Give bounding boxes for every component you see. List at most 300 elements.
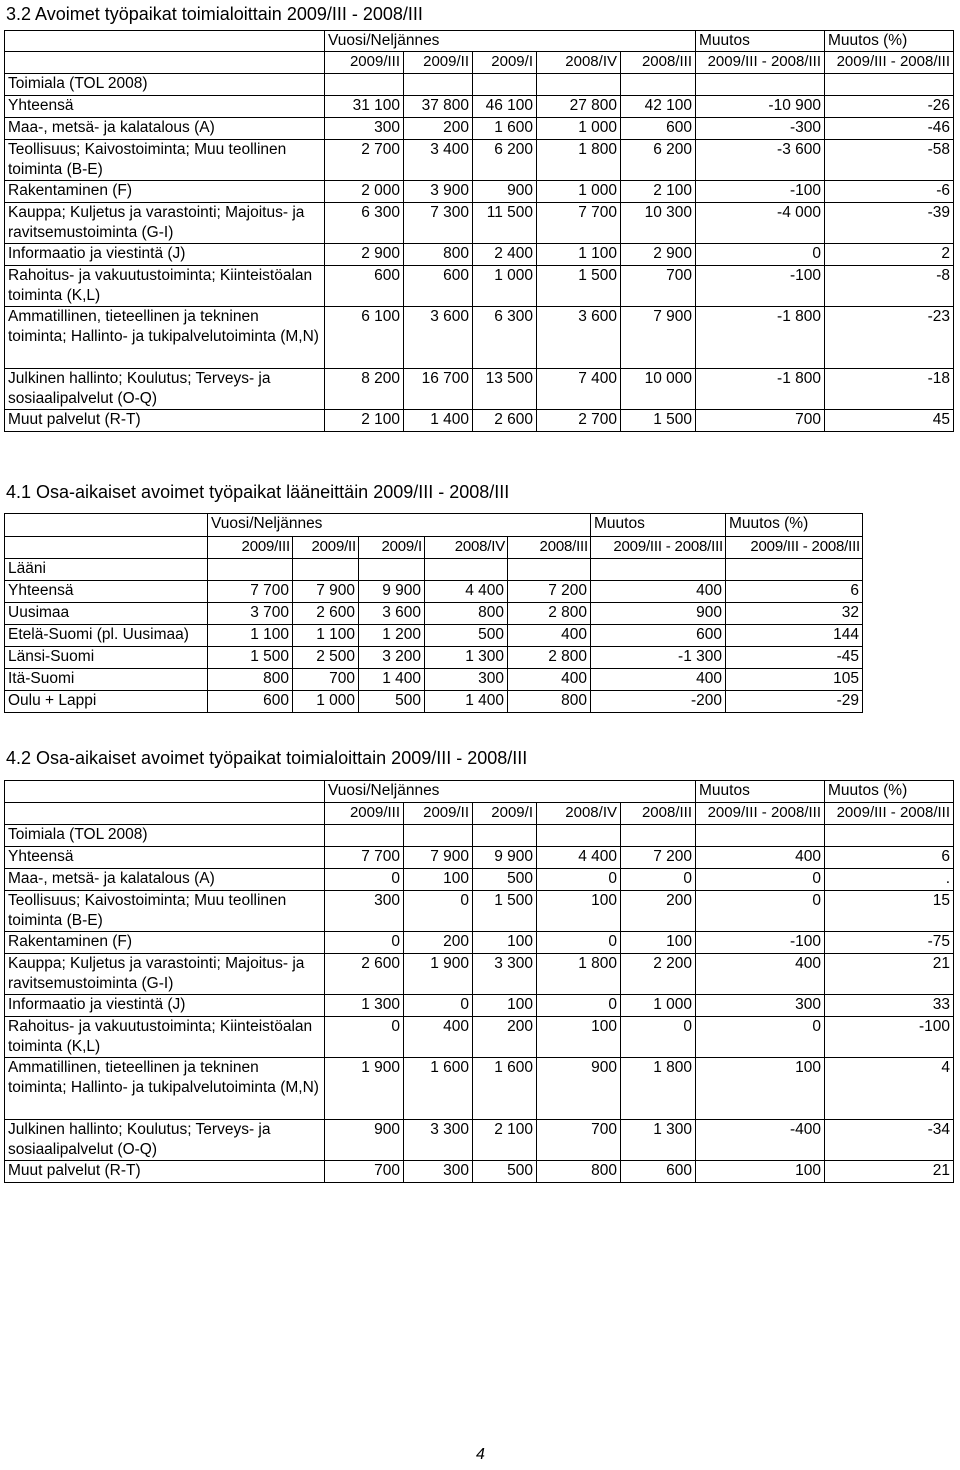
table-cell: 0 <box>537 932 621 954</box>
table-cell: 7 700 <box>208 581 293 603</box>
row-label: Itä-Suomi <box>5 669 208 691</box>
table-cell: 7 700 <box>537 203 621 244</box>
row-label: Julkinen hallinto; Koulutus; Terveys- ja sosiaalipalvelut (O-Q) <box>5 1120 325 1161</box>
category-label: Toimiala (TOL 2008) <box>5 74 325 96</box>
empty-cell <box>726 559 863 581</box>
table-cell: 2 400 <box>473 244 537 266</box>
table-cell: 100 <box>537 891 621 932</box>
table-cell: 3 600 <box>537 307 621 369</box>
column-header: 2008/III <box>508 537 591 559</box>
column-header: 2009/III - 2008/III <box>726 537 863 559</box>
empty-cell <box>591 559 726 581</box>
column-header: 2009/III - 2008/III <box>825 52 954 74</box>
table-cell: 800 <box>508 691 591 713</box>
table-cell: 10 300 <box>621 203 696 244</box>
table-cell: -1 800 <box>696 307 825 369</box>
table-cell: 4 400 <box>425 581 508 603</box>
change-group-header: Muutos <box>591 514 726 537</box>
table-row <box>5 1058 954 1120</box>
table-cell: 600 <box>325 266 404 307</box>
column-header: 2009/III <box>208 537 293 559</box>
table-cell: 1 600 <box>473 118 537 140</box>
table-row <box>5 625 863 647</box>
table-cell: 2 600 <box>473 410 537 432</box>
table-cell: 400 <box>696 954 825 995</box>
table-cell: 3 600 <box>359 603 425 625</box>
table-row <box>5 266 954 307</box>
row-label: Julkinen hallinto; Koulutus; Terveys- ja sosiaalipalvelut (O-Q) <box>5 369 325 410</box>
table-cell: 6 200 <box>621 140 696 181</box>
table-cell: 1 300 <box>425 647 508 669</box>
table-cell: 1 100 <box>537 244 621 266</box>
table-cell: 900 <box>473 181 537 203</box>
table-cell: 1 200 <box>359 625 425 647</box>
table-cell: 0 <box>325 1017 404 1058</box>
table-cell: 400 <box>508 669 591 691</box>
table-cell: 1 600 <box>404 1058 473 1120</box>
column-header: 2009/I <box>359 537 425 559</box>
row-label: Yhteensä <box>5 96 325 118</box>
row-label: Teollisuus; Kaivostoiminta; Muu teollinen toiminta (B-E) <box>5 140 325 181</box>
table-4-2 <box>4 780 954 1183</box>
table-cell: -4 000 <box>696 203 825 244</box>
empty-cell <box>404 825 473 847</box>
table-cell: 33 <box>825 995 954 1017</box>
table-cell: 1 900 <box>325 1058 404 1120</box>
table-cell: 7 900 <box>621 307 696 369</box>
page-number: 4 <box>476 1446 485 1463</box>
table-row <box>5 96 954 118</box>
table-cell: 1 000 <box>537 118 621 140</box>
table-cell: 900 <box>325 1120 404 1161</box>
table-row <box>5 140 954 181</box>
table-row <box>5 410 954 432</box>
empty-cell <box>696 825 825 847</box>
table-cell: 1 000 <box>537 181 621 203</box>
column-header: 2009/II <box>404 803 473 825</box>
empty-cell <box>508 559 591 581</box>
table-cell: 6 300 <box>325 203 404 244</box>
table-row <box>5 932 954 954</box>
corner-cell <box>5 514 208 537</box>
table-cell: -26 <box>825 96 954 118</box>
table-cell: 0 <box>621 869 696 891</box>
table-cell: 16 700 <box>404 369 473 410</box>
table-row <box>5 1017 954 1058</box>
empty-cell <box>425 559 508 581</box>
table-cell: 1 400 <box>425 691 508 713</box>
table-row <box>5 1161 954 1183</box>
table-cell: 3 300 <box>473 954 537 995</box>
table-row <box>5 647 863 669</box>
table-cell: 100 <box>696 1058 825 1120</box>
corner-cell <box>5 52 325 74</box>
table-cell: 800 <box>425 603 508 625</box>
group-header-row <box>5 31 954 52</box>
table-cell: 2 200 <box>621 954 696 995</box>
table-cell: 3 300 <box>404 1120 473 1161</box>
table-cell: 1 100 <box>208 625 293 647</box>
row-label: Rakentaminen (F) <box>5 181 325 203</box>
table-cell: 1 500 <box>621 410 696 432</box>
table-cell: -400 <box>696 1120 825 1161</box>
table-cell: 900 <box>537 1058 621 1120</box>
table-cell: 9 900 <box>359 581 425 603</box>
table-cell: 400 <box>508 625 591 647</box>
table-cell: -100 <box>696 932 825 954</box>
row-label: Länsi-Suomi <box>5 647 208 669</box>
table-cell: -18 <box>825 369 954 410</box>
table-cell: -6 <box>825 181 954 203</box>
row-label: Maa-, metsä- ja kalatalous (A) <box>5 869 325 891</box>
table-row <box>5 581 863 603</box>
table-cell: 1 800 <box>621 1058 696 1120</box>
column-header: 2008/IV <box>425 537 508 559</box>
row-label: Kauppa; Kuljetus ja varastointi; Majoitus- ja ravitsemustoiminta (G-I) <box>5 954 325 995</box>
column-header: 2009/III - 2008/III <box>591 537 726 559</box>
table-cell: 400 <box>591 581 726 603</box>
column-header-row <box>5 803 954 825</box>
group-header-row <box>5 781 954 803</box>
table-cell: 2 700 <box>325 140 404 181</box>
table-cell: 0 <box>621 1017 696 1058</box>
table-cell: 42 100 <box>621 96 696 118</box>
table-cell: 9 900 <box>473 847 537 869</box>
row-label: Rahoitus- ja vakuutustoiminta; Kiinteistöalan toiminta (K,L) <box>5 266 325 307</box>
table-cell: 3 200 <box>359 647 425 669</box>
table-row <box>5 307 954 369</box>
table-row <box>5 847 954 869</box>
table-cell: 3 700 <box>208 603 293 625</box>
category-label-row <box>5 559 863 581</box>
table-cell: 0 <box>696 1017 825 1058</box>
row-label: Ammatillinen, tieteellinen ja tekninen toiminta; Hallinto- ja tukipalvelutoiminta (M,N) <box>5 307 325 369</box>
row-label: Rakentaminen (F) <box>5 932 325 954</box>
column-header-row <box>5 52 954 74</box>
table-cell: -46 <box>825 118 954 140</box>
table-cell: 4 <box>825 1058 954 1120</box>
table-cell: 0 <box>537 995 621 1017</box>
table-cell: -45 <box>726 647 863 669</box>
table-cell: 700 <box>537 1120 621 1161</box>
corner-cell <box>5 537 208 559</box>
table-cell: 600 <box>591 625 726 647</box>
table-cell: 2 500 <box>293 647 359 669</box>
row-label: Yhteensä <box>5 581 208 603</box>
table-cell: -1 800 <box>696 369 825 410</box>
table-cell: 3 600 <box>404 307 473 369</box>
corner-cell <box>5 803 325 825</box>
table-cell: 21 <box>825 954 954 995</box>
table-cell: 500 <box>473 869 537 891</box>
row-label: Muut palvelut (R-T) <box>5 1161 325 1183</box>
table-cell: 2 700 <box>537 410 621 432</box>
table-cell: 500 <box>359 691 425 713</box>
row-label: Ammatillinen, tieteellinen ja tekninen toiminta; Hallinto- ja tukipalvelutoiminta (M,N) <box>5 1058 325 1120</box>
table-cell: 600 <box>208 691 293 713</box>
table-row <box>5 203 954 244</box>
table-cell: 400 <box>696 847 825 869</box>
table-cell: 1 500 <box>473 891 537 932</box>
change-group-header: Muutos <box>696 31 825 52</box>
table-cell: 3 900 <box>404 181 473 203</box>
table-cell: 100 <box>621 932 696 954</box>
period-group-header: Vuosi/Neljännes <box>325 31 696 52</box>
empty-cell <box>473 74 537 96</box>
table-cell: 27 800 <box>537 96 621 118</box>
table-cell: 1 500 <box>208 647 293 669</box>
table-cell: 200 <box>473 1017 537 1058</box>
table-cell: 100 <box>537 1017 621 1058</box>
table-3-2 <box>4 30 954 432</box>
column-header: 2009/III - 2008/III <box>696 52 825 74</box>
table-cell: 1 400 <box>359 669 425 691</box>
empty-cell <box>208 559 293 581</box>
period-group-header: Vuosi/Neljännes <box>325 781 696 803</box>
row-label: Muut palvelut (R-T) <box>5 410 325 432</box>
table-cell: 3 400 <box>404 140 473 181</box>
table-cell: 0 <box>325 869 404 891</box>
table-cell: 8 200 <box>325 369 404 410</box>
table-cell: 2 800 <box>508 647 591 669</box>
table-cell: 0 <box>404 995 473 1017</box>
table-cell: 45 <box>825 410 954 432</box>
table-cell: 500 <box>473 1161 537 1183</box>
table-cell: 700 <box>325 1161 404 1183</box>
table-cell: 7 900 <box>293 581 359 603</box>
table-4-1 <box>4 513 863 713</box>
table-cell: 900 <box>591 603 726 625</box>
table-cell: 7 300 <box>404 203 473 244</box>
table-cell: 1 000 <box>473 266 537 307</box>
category-label-row <box>5 825 954 847</box>
empty-cell <box>473 825 537 847</box>
empty-cell <box>621 74 696 96</box>
table-cell: 700 <box>696 410 825 432</box>
table-cell: 400 <box>591 669 726 691</box>
table-cell: 700 <box>621 266 696 307</box>
group-header-row <box>5 514 863 537</box>
empty-cell <box>825 74 954 96</box>
table-cell: 200 <box>404 118 473 140</box>
row-label: Etelä-Suomi (pl. Uusimaa) <box>5 625 208 647</box>
table-cell: 0 <box>404 891 473 932</box>
table-cell: -39 <box>825 203 954 244</box>
empty-cell <box>621 825 696 847</box>
table-cell: 1 800 <box>537 954 621 995</box>
table-cell: -75 <box>825 932 954 954</box>
row-label: Teollisuus; Kaivostoiminta; Muu teollinen toiminta (B-E) <box>5 891 325 932</box>
table-cell: 1 300 <box>325 995 404 1017</box>
table-cell: -34 <box>825 1120 954 1161</box>
table-cell: 15 <box>825 891 954 932</box>
table-cell: 1 000 <box>621 995 696 1017</box>
table-cell: -1 300 <box>591 647 726 669</box>
change-pct-group-header: Muutos (%) <box>726 514 863 537</box>
table-row <box>5 891 954 932</box>
table-cell: 2 600 <box>325 954 404 995</box>
table-cell: 7 700 <box>325 847 404 869</box>
table-cell: 13 500 <box>473 369 537 410</box>
table-cell: -58 <box>825 140 954 181</box>
table-cell: 46 100 <box>473 96 537 118</box>
empty-cell <box>404 74 473 96</box>
table-cell: 2 900 <box>621 244 696 266</box>
table-row <box>5 669 863 691</box>
column-header: 2009/I <box>473 52 537 74</box>
table-row <box>5 244 954 266</box>
table-cell: 100 <box>473 932 537 954</box>
table-cell: 100 <box>404 869 473 891</box>
table-cell: 800 <box>208 669 293 691</box>
table-cell: 0 <box>696 891 825 932</box>
table-cell: . <box>825 869 954 891</box>
column-header: 2008/IV <box>537 52 621 74</box>
column-header: 2008/IV <box>537 803 621 825</box>
table-cell: 21 <box>825 1161 954 1183</box>
empty-cell <box>537 825 621 847</box>
table-cell: 1 300 <box>621 1120 696 1161</box>
table-cell: 100 <box>696 1161 825 1183</box>
table-row <box>5 603 863 625</box>
table-cell: 2 000 <box>325 181 404 203</box>
table-cell: -200 <box>591 691 726 713</box>
column-header: 2008/III <box>621 52 696 74</box>
table-cell: 100 <box>473 995 537 1017</box>
table-cell: 2 900 <box>325 244 404 266</box>
table-row <box>5 1120 954 1161</box>
table-cell: 200 <box>621 891 696 932</box>
table-cell: 32 <box>726 603 863 625</box>
section-title-4-2: 4.2 Osa-aikaiset avoimet työpaikat toimialoittain 2009/III - 2008/III <box>6 748 528 768</box>
category-label: Toimiala (TOL 2008) <box>5 825 325 847</box>
table-cell: 6 300 <box>473 307 537 369</box>
table-cell: 2 600 <box>293 603 359 625</box>
table-cell: 105 <box>726 669 863 691</box>
row-label: Maa-, metsä- ja kalatalous (A) <box>5 118 325 140</box>
table-cell: 7 400 <box>537 369 621 410</box>
table-cell: 6 <box>825 847 954 869</box>
table-cell: 800 <box>537 1161 621 1183</box>
period-group-header: Vuosi/Neljännes <box>208 514 591 537</box>
table-cell: 1 900 <box>404 954 473 995</box>
table-cell: 600 <box>621 1161 696 1183</box>
table-cell: 7 900 <box>404 847 473 869</box>
empty-cell <box>825 825 954 847</box>
column-header: 2009/I <box>473 803 537 825</box>
table-cell: 300 <box>425 669 508 691</box>
table-cell: 600 <box>404 266 473 307</box>
row-label: Informaatio ja viestintä (J) <box>5 995 325 1017</box>
table-cell: 2 100 <box>325 410 404 432</box>
table-cell: 500 <box>425 625 508 647</box>
row-label: Yhteensä <box>5 847 325 869</box>
row-label: Informaatio ja viestintä (J) <box>5 244 325 266</box>
table-cell: 2 100 <box>621 181 696 203</box>
table-cell: 600 <box>621 118 696 140</box>
table-cell: 0 <box>696 869 825 891</box>
empty-cell <box>293 559 359 581</box>
table-cell: 6 <box>726 581 863 603</box>
table-cell: 7 200 <box>621 847 696 869</box>
table-cell: 1 400 <box>404 410 473 432</box>
column-header: 2009/III - 2008/III <box>696 803 825 825</box>
table-cell: 300 <box>696 995 825 1017</box>
change-pct-group-header: Muutos (%) <box>825 31 954 52</box>
table-cell: 7 200 <box>508 581 591 603</box>
table-cell: 300 <box>325 118 404 140</box>
table-cell: -100 <box>825 1017 954 1058</box>
table-cell: -29 <box>726 691 863 713</box>
table-cell: 300 <box>325 891 404 932</box>
corner-cell <box>5 781 325 803</box>
table-row <box>5 118 954 140</box>
table-cell: 6 100 <box>325 307 404 369</box>
table-cell: 1 600 <box>473 1058 537 1120</box>
category-label-row <box>5 74 954 96</box>
table-row <box>5 995 954 1017</box>
column-header: 2009/II <box>293 537 359 559</box>
row-label: Kauppa; Kuljetus ja varastointi; Majoitus- ja ravitsemustoiminta (G-I) <box>5 203 325 244</box>
table-cell: 2 800 <box>508 603 591 625</box>
table-cell: 0 <box>325 932 404 954</box>
table-cell: 11 500 <box>473 203 537 244</box>
change-pct-group-header: Muutos (%) <box>825 781 954 803</box>
row-label: Uusimaa <box>5 603 208 625</box>
table-cell: -100 <box>696 266 825 307</box>
empty-cell <box>696 74 825 96</box>
table-cell: 37 800 <box>404 96 473 118</box>
table-cell: -100 <box>696 181 825 203</box>
empty-cell <box>325 825 404 847</box>
table-cell: 300 <box>404 1161 473 1183</box>
column-header-row <box>5 537 863 559</box>
table-row <box>5 369 954 410</box>
table-cell: 10 000 <box>621 369 696 410</box>
table-cell: 800 <box>404 244 473 266</box>
table-cell: -23 <box>825 307 954 369</box>
table-cell: 144 <box>726 625 863 647</box>
table-cell: -10 900 <box>696 96 825 118</box>
column-header: 2009/III <box>325 52 404 74</box>
column-header: 2009/III <box>325 803 404 825</box>
table-cell: 2 <box>825 244 954 266</box>
table-row <box>5 954 954 995</box>
table-cell: 4 400 <box>537 847 621 869</box>
table-cell: 0 <box>696 244 825 266</box>
section-title-3-2: 3.2 Avoimet työpaikat toimialoittain 2009/III - 2008/III <box>6 4 423 24</box>
table-cell: 1 500 <box>537 266 621 307</box>
column-header: 2009/II <box>404 52 473 74</box>
change-group-header: Muutos <box>696 781 825 803</box>
column-header: 2008/III <box>621 803 696 825</box>
table-cell: 700 <box>293 669 359 691</box>
table-cell: -300 <box>696 118 825 140</box>
table-cell: 1 100 <box>293 625 359 647</box>
table-cell: -3 600 <box>696 140 825 181</box>
table-cell: 1 000 <box>293 691 359 713</box>
row-label: Rahoitus- ja vakuutustoiminta; Kiinteistöalan toiminta (K,L) <box>5 1017 325 1058</box>
table-cell: 31 100 <box>325 96 404 118</box>
corner-cell <box>5 31 325 52</box>
table-row <box>5 691 863 713</box>
table-cell: 400 <box>404 1017 473 1058</box>
table-cell: -8 <box>825 266 954 307</box>
table-cell: 1 800 <box>537 140 621 181</box>
empty-cell <box>325 74 404 96</box>
table-cell: 2 100 <box>473 1120 537 1161</box>
table-cell: 6 200 <box>473 140 537 181</box>
